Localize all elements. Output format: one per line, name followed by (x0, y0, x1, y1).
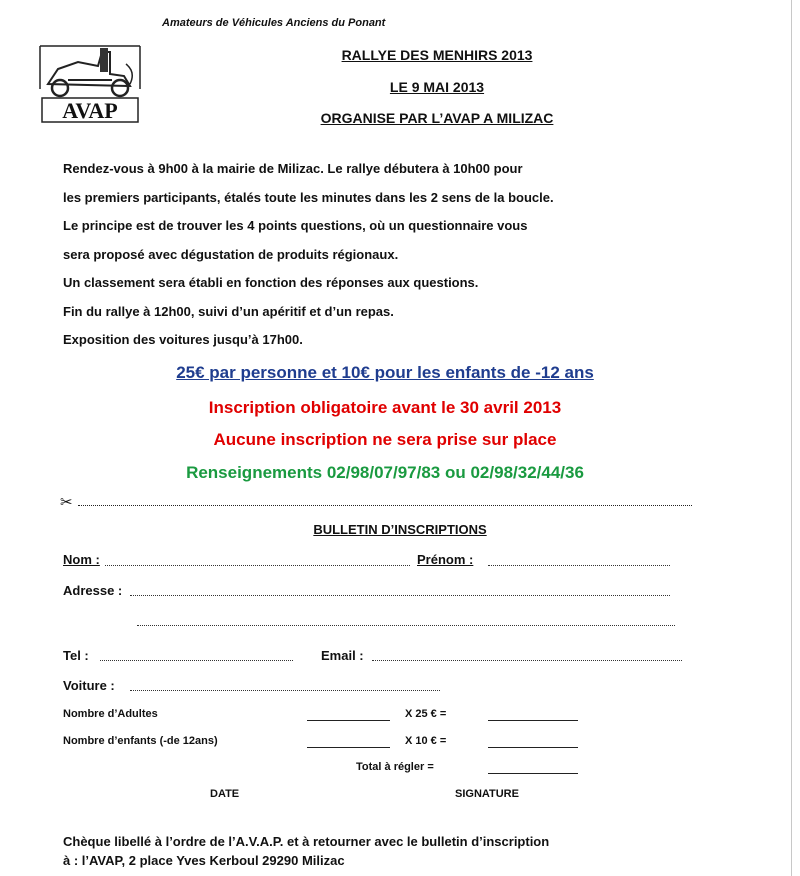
enfants-label: Nombre d’enfants (-de 12ans) (63, 735, 218, 747)
adresse-field-2[interactable] (137, 625, 675, 626)
total-label: Total à régler = (356, 761, 434, 773)
body-line-4: sera proposé avec dégustation de produits régionaux. (63, 247, 399, 262)
enfants-count-field[interactable] (307, 747, 390, 748)
tel-field[interactable] (100, 660, 293, 661)
nom-field[interactable] (105, 565, 410, 566)
enfants-amount-field[interactable] (488, 747, 578, 748)
avap-logo (38, 44, 142, 124)
date-label: DATE (210, 788, 240, 800)
adresse-label: Adresse : (63, 583, 123, 598)
tel-label: Tel : (63, 648, 89, 663)
voiture-label: Voiture : (63, 678, 115, 693)
cut-line (60, 496, 692, 510)
no-onsite-notice: Aucune inscription ne sera prise sur place (213, 430, 557, 449)
signature-label: SIGNATURE (455, 788, 519, 800)
email-field[interactable] (372, 660, 682, 661)
enfants-multiplier: X 10 € = (405, 735, 447, 747)
voiture-field[interactable] (130, 690, 440, 691)
association-name: Amateurs de Véhicules Anciens du Ponant (162, 17, 386, 29)
price-line: 25€ par personne et 10€ pour les enfants de -12 ans (176, 363, 594, 382)
body-line-5: Un classement sera établi en fonction des réponses aux questions. (63, 275, 479, 290)
body-line-1: Rendez-vous à 9h00 à la mairie de Milizac. Le rallye débutera à 10h00 pour (63, 161, 523, 176)
adresse-field-1[interactable] (130, 595, 670, 596)
total-amount-field[interactable] (488, 773, 578, 774)
body-line-2: les premiers participants, étalés toute les minutes dans les 2 sens de la boucle. (63, 190, 554, 205)
page-border (791, 0, 792, 876)
prenom-label: Prénom : (417, 552, 474, 567)
footer-line-1: Chèque libellé à l’ordre de l’A.V.A.P. et à retourner avec le bulletin d’inscription (63, 834, 550, 849)
header-date: LE 9 MAI 2013 (389, 79, 485, 95)
logo-text: AVAP (62, 98, 118, 123)
adultes-amount-field[interactable] (488, 720, 578, 721)
adultes-count-field[interactable] (307, 720, 390, 721)
inscription-deadline: Inscription obligatoire avant le 30 avril 2013 (208, 398, 562, 417)
prenom-field[interactable] (488, 565, 670, 566)
body-line-7: Exposition des voitures jusqu’à 17h00. (63, 332, 303, 347)
adultes-label: Nombre d’Adultes (63, 708, 158, 720)
contact-info: Renseignements 02/98/07/97/83 ou 02/98/32/44/36 (186, 463, 584, 482)
footer-line-2: à : l’AVAP, 2 place Yves Kerboul 29290 Milizac (63, 853, 345, 868)
nom-label: Nom : (63, 552, 100, 567)
email-label: Email : (321, 648, 364, 663)
header-organizer: ORGANISE PAR L’AVAP A MILIZAC (320, 110, 554, 126)
header-title: RALLYE DES MENHIRS 2013 (341, 47, 533, 63)
form-title: BULLETIN D’INSCRIPTIONS (313, 522, 487, 537)
body-line-6: Fin du rallye à 12h00, suivi d’un apéritif et d’un repas. (63, 304, 394, 319)
adultes-multiplier: X 25 € = (405, 708, 447, 720)
body-line-3: Le principe est de trouver les 4 points questions, où un questionnaire vous (63, 218, 528, 233)
scissors-icon: ✂ (60, 494, 73, 511)
